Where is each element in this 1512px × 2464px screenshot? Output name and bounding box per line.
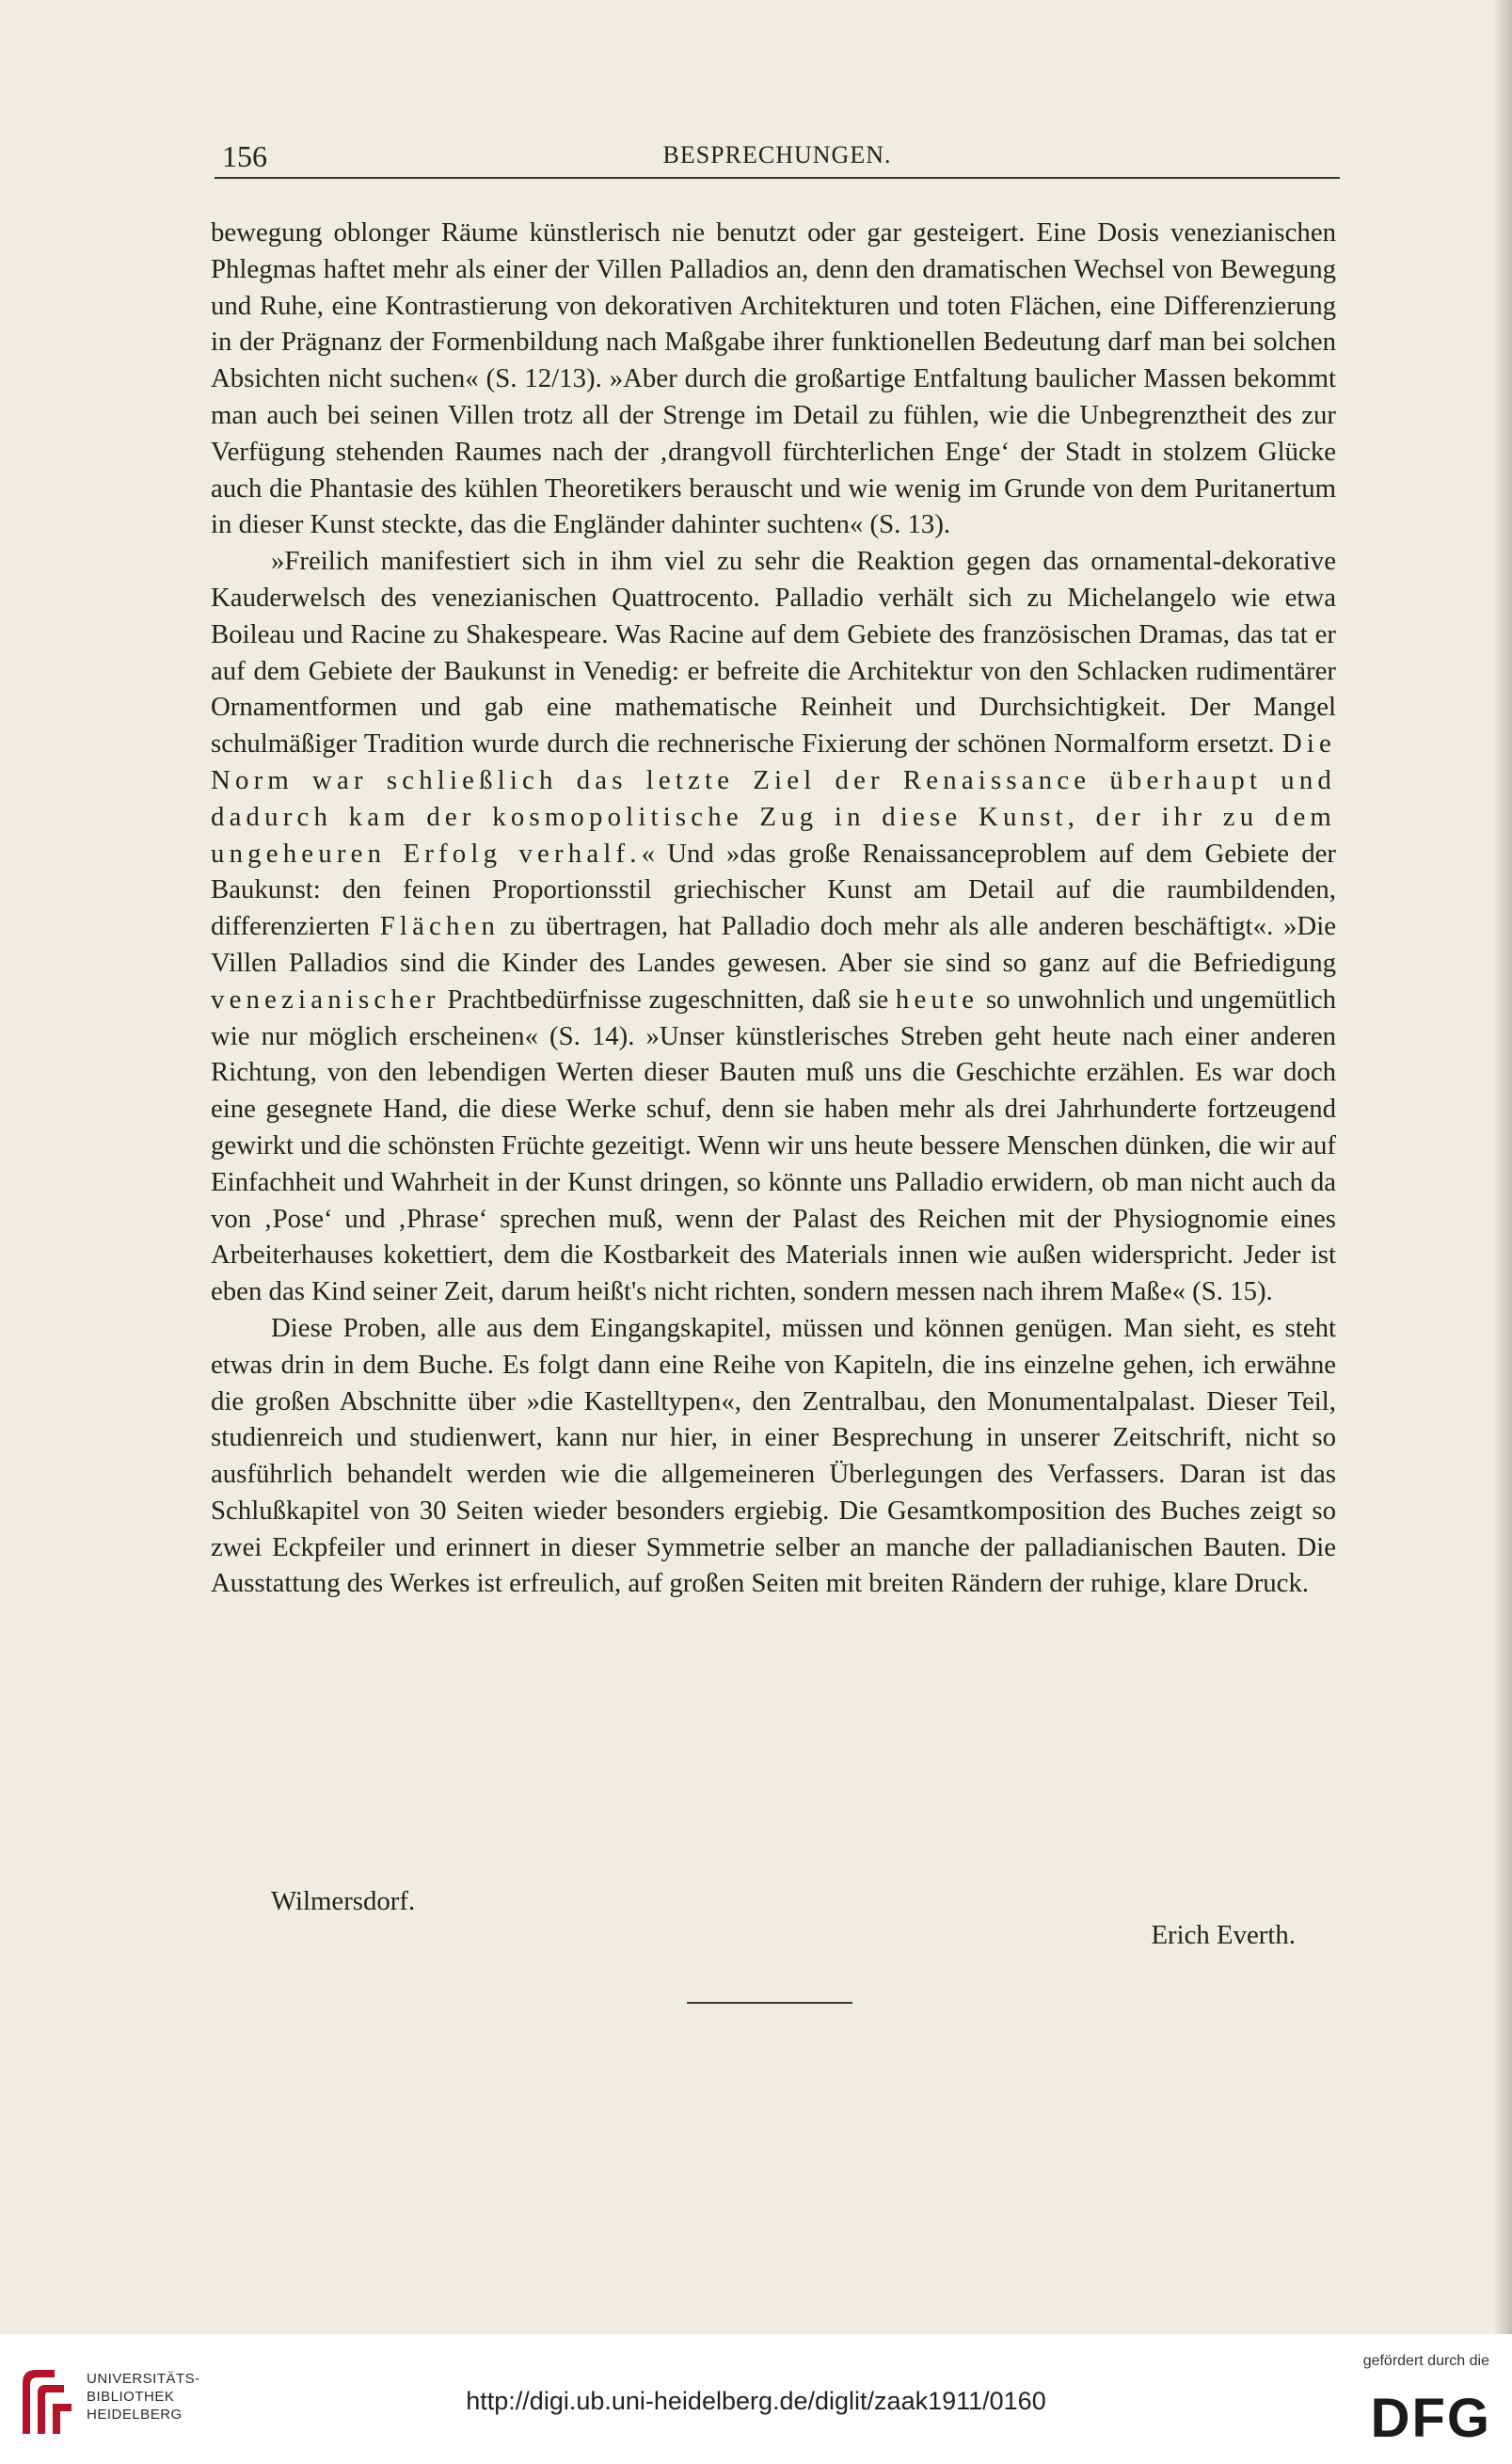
page-edge-shadow [1493,0,1512,2464]
text-segment: »Freilich manifestiert sich in ihm viel zu sehr die Reaktion gegen das ornamental-dekorative Kauderwelsch des venezianischen Quattrocento. Palladio verhält sich zu Michelangelo wie etwa Boileau und Racine zu Shakespeare. Was Racine auf dem Gebiete des französischen Dramas, das tat er auf dem Gebiete der Baukunst in Venedig: er befreite die Architektur von den Schlacken rudimentärer Ornamentformen und gab eine mathematische Reinheit und Durchsichtigkeit. Der Mangel schulmäßiger Tradition wurde durch die rechnerische Fixierung der schönen Normalform ersetzt. [211,546,1336,760]
text-segment: bewegung oblonger Räume künstlerisch nie benutzt oder gar gesteigert. Eine Dosis venezianischen Phlegmas haftet mehr als einer der Villen Palladios an, denn den dramatischen Wechsel von Bewegung und Ruhe, eine Kontrastierung von dekorativen Architekturen und toten Flächen, eine Differenzierung in der Prägnanz der Formenbildung nach Maßgabe ihrer funktionellen Bedeutung darf man bei solchen Absichten nicht suchen« (S. 12/13). »Aber durch die großartige Entfaltung baulicher Massen bekommt man auch bei seinen Villen trotz all der Strenge im Detail zu fühlen, wie die Unbegrenztheit des zur Verfügung stehenden Raumes nach der ‚drangvoll fürchterlichen Enge‘ der Stadt in stolzem Glücke auch die Phantasie des kühlen Theoretikers berauscht und wie wenig im Grunde von dem Puritanertum in dieser Kunst steckte, das die Engländer dahinter suchten« (S. 13). [211,217,1336,540]
digital-copy-link[interactable]: http://digi.ub.uni-heidelberg.de/diglit/zaak1911/0160 [466,2387,1046,2415]
running-head: BESPRECHUNGEN. [662,141,892,168]
author-signature: Erich Everth. [1151,1920,1296,1950]
paragraph [211,215,1336,543]
text-segment: zu übertragen, hat Palladio doch mehr als alle anderen beschäftigt«. »Die Villen Palladios sind die Kinder des Landes gewesen. Aber sie sind so ganz auf die Befriedigung [211,911,1336,978]
paragraph [211,543,1336,1310]
page-number: 156 [222,139,267,173]
text-segment: Diese Proben, alle aus dem Eingangskapitel, müssen und können genügen. Man sieht, es steht etwas drin in dem Buche. Es folgt dann eine Reihe von Kapiteln, die ins einzelne gehen, ich erwähne die großen Abschnitte über »die Kastelltypen«, den Zentralbau, den Monumentalpalast. Dieser Teil, studienreich und studienwert, kann nur hier, in einer Besprechung in unserer Zeitschrift, nicht so ausführlich behandelt werden wie die allgemeineren Überlegungen des Verfassers. Daran ist das Schlußkapitel von 30 Seiten wieder besonders ergiebig. Die Gesamtkomposition des Buches zeigt so zwei Eckpfeiler und erinnert in dieser Symmetrie selber an manche der palladianischen Bauten. Die Ausstattung des Werkes ist erfreulich, auf großen Seiten mit breiten Rändern der ruhige, klare Druck. [211,1312,1336,1599]
emphasized-text: venezianischer [211,984,440,1015]
emphasized-text: heute [895,984,979,1015]
text-segment: Prachtbedürfnisse zugeschnitten, daß sie [439,984,896,1015]
place-line: Wilmersdorf. [271,1886,416,1916]
dfg-logo: DFG [1370,2388,1491,2449]
digitization-footer [0,2334,1512,2464]
end-rule [687,2002,852,2004]
library-line: UNIVERSITÄTS- [87,2371,200,2387]
library-line: HEIDELBERG [87,2407,183,2423]
funding-note: gefördert durch die [1362,2353,1489,2369]
page-header [215,130,1340,179]
text-segment: « Und »das große Renaissanceproblem auf dem Gebiete der Baukunst: den feinen Proportionsstil griechischer Kunst am Detail auf die raumbildenden, differenzierten [211,838,1336,942]
review-body [211,215,1336,1602]
emphasized-text: Die Norm war schließlich das letzte Ziel der Renaissance überhaupt und dadurch kam der kosmopolitische Zug in diese Kunst, der ihr zu dem ungeheuren Erfolg verhalf. [211,728,1336,869]
paragraph [211,1310,1336,1602]
text-segment: so unwohnlich und ungemütlich wie nur möglich erscheinen« (S. 14). »Unser künstlerisches Streben geht heute nach einer anderen Richtung, von den lebendigen Werten dieser Bauten muß uns die Geschichte erzählen. Es war doch eine gesegnete Hand, die diese Werke schuf, denn sie haben mehr als drei Jahrhunderte fortzeugend gewirkt und die schönsten Früchte gezeitigt. Wenn wir uns heute bessere Menschen dünken, die wir auf Einfachheit und Wahrheit in der Kunst dringen, so könnte uns Palladio erwidern, ob man nicht auch da von ‚Pose‘ und ‚Phrase‘ sprechen muß, wenn der Palast des Reichen mit der Physiognomie eines Arbeiterhauses kokettiert, dem die Kostbarkeit des Materials innen wie außen widerspricht. Jeder ist eben das Kind seiner Zeit, darum heißt's nicht richten, sondern messen nach ihrem Maße« (S. 15). [211,984,1337,1307]
emphasized-text: Flächen [379,911,501,942]
library-line: BIBLIOTHEK [87,2389,175,2405]
